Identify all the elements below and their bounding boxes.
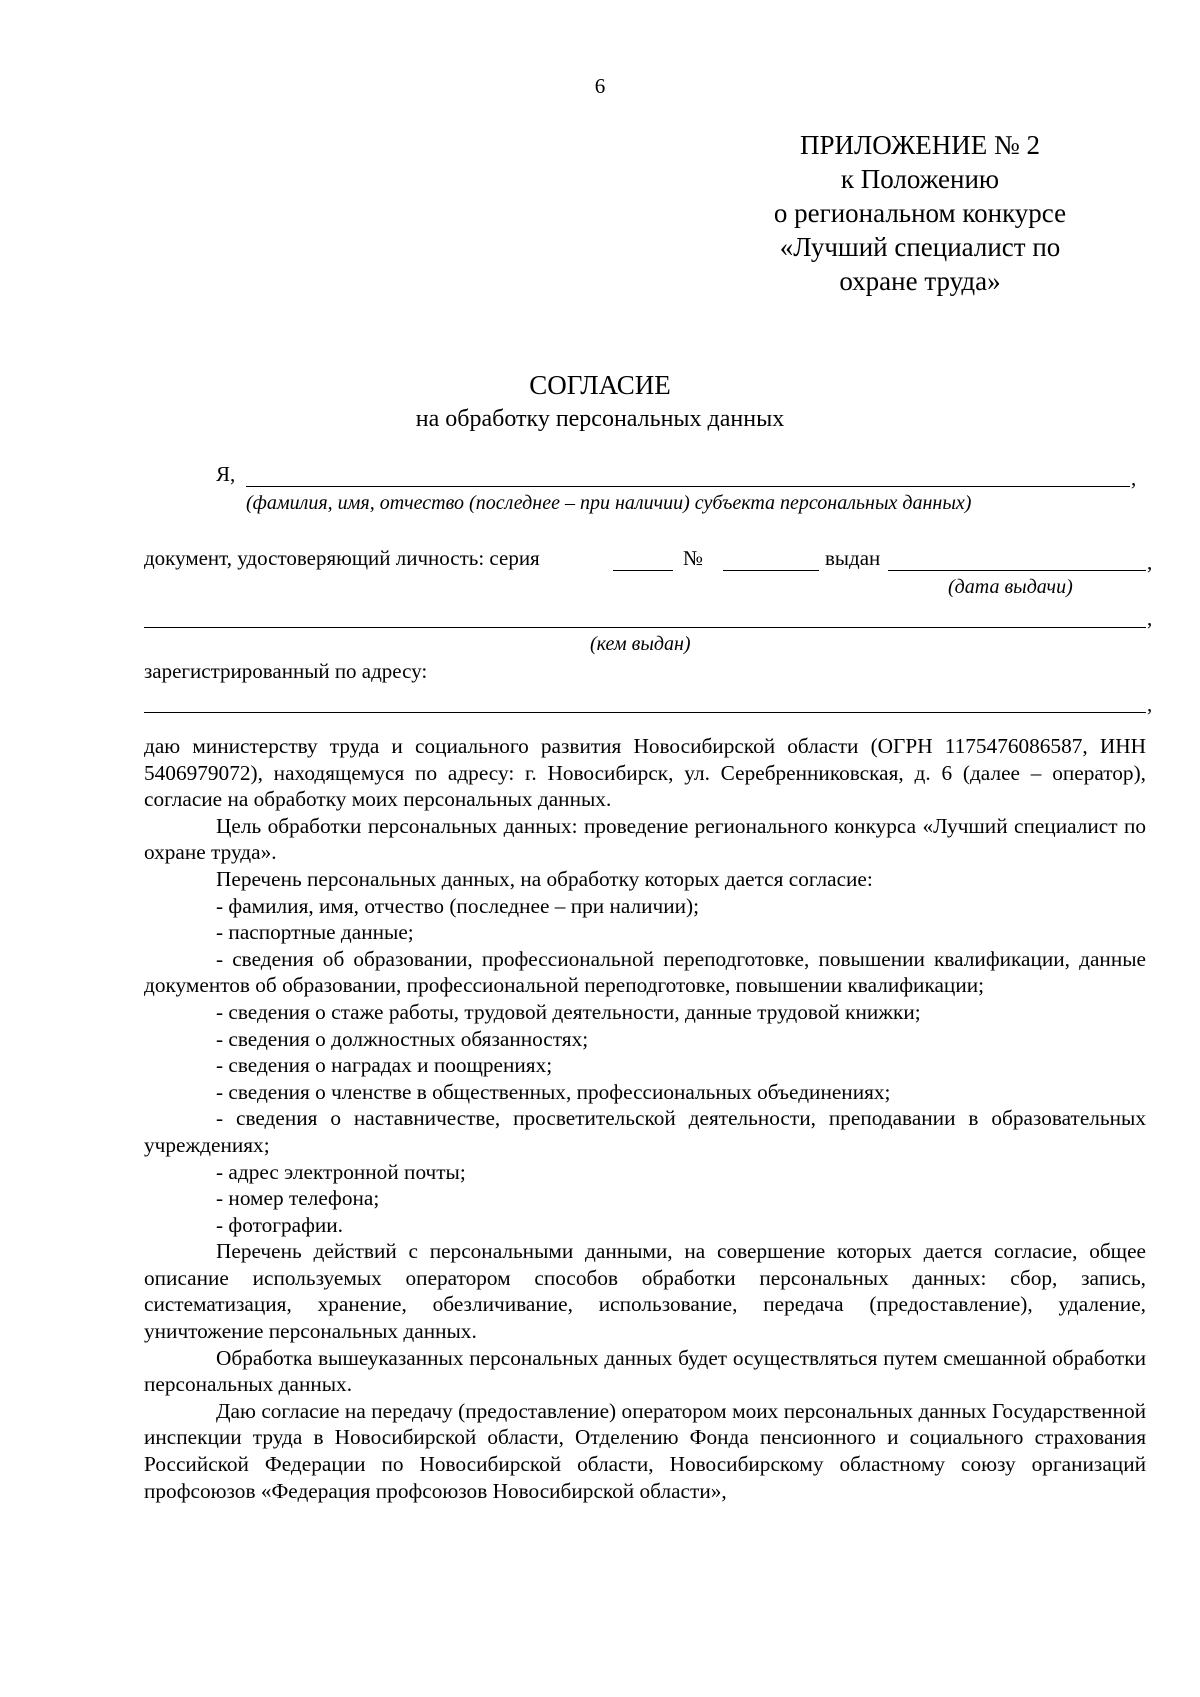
- document-label: документ, удостоверяющий личность: серия: [144, 546, 540, 570]
- list-item: - паспортные данные;: [216, 920, 414, 945]
- consent-body: [144, 733, 1146, 1504]
- list-item: - номер телефона;: [216, 1186, 380, 1211]
- fio-field-line[interactable]: [246, 486, 1130, 487]
- address-comma: ,: [1147, 692, 1153, 716]
- appendix-line-3: о региональном конкурсе: [773, 198, 1067, 228]
- series-field-line[interactable]: [613, 570, 673, 571]
- number-label: №: [683, 546, 704, 570]
- issued-by-caption: (кем выдан): [590, 633, 691, 655]
- list-item: - адрес электронной почты;: [216, 1159, 466, 1184]
- list-item: - сведения о должностных обязанностях;: [216, 1026, 589, 1051]
- list-item: - фотографии.: [216, 1212, 344, 1237]
- list-item: - фамилия, имя, отчество (последнее – при наличии);: [216, 893, 700, 918]
- date-caption: (дата выдачи): [948, 576, 1073, 598]
- issued-comma: ,: [1147, 550, 1153, 574]
- list-item: - сведения о стаже работы, трудовой деятельности, данные трудовой книжки;: [216, 999, 921, 1024]
- address-field-line[interactable]: [144, 712, 1146, 713]
- i-label: Я,: [216, 462, 236, 486]
- appendix-line-2: к Положению: [840, 164, 1000, 194]
- appendix-line-1: ПРИЛОЖЕНИЕ № 2: [799, 130, 1041, 160]
- fio-comma: ,: [1131, 466, 1137, 490]
- document-title: СОГЛАСИЕ: [529, 370, 671, 400]
- list-item: - сведения о членстве в общественных, профессиональных объединениях;: [216, 1079, 891, 1104]
- paragraph-processing-method: Обработка вышеуказанных персональных данных будет осуществляться путем смешанной обработки персональных данных.: [144, 1345, 1146, 1397]
- document-subtitle: на обработку персональных данных: [415, 406, 785, 432]
- issue-date-field-line[interactable]: [888, 570, 1146, 571]
- paragraph-purpose: Цель обработки персональных данных: проведение регионального конкурса «Лучший специалист по охране труда».: [144, 813, 1146, 865]
- address-label: зарегистрированный по адресу:: [144, 659, 428, 683]
- list-item: - сведения о наградах и поощрениях;: [216, 1053, 553, 1078]
- list-item: - сведения об образовании, профессиональной переподготовке, повышении квалификации, данные документов об образовании, профессиональной переподготовке, повышении квалификации;: [144, 946, 1146, 998]
- fio-caption: (фамилия, имя, отчество (последнее – при наличии) субъекта персональных данных): [246, 492, 972, 514]
- issued-by-comma: ,: [1147, 606, 1153, 630]
- paragraph-data-list-intro: Перечень персональных данных, на обработку которых дается согласие:: [216, 866, 873, 891]
- list-item: - сведения о наставничестве, просветительской деятельности, преподавании в образовательных учреждениях;: [144, 1106, 1146, 1157]
- appendix-header: [760, 128, 1080, 298]
- paragraph-transfer-consent: Даю согласие на передачу (предоставление) оператором моих персональных данных Государственной инспекции труда в Новосибирской области, Отделению Фонда пенсионного и социального страхования Российской Федерации по Новосибирской области, Новосибирскому областному союзу организаций профсоюзов «Федерация профсоюзов Новосибирской области»,: [144, 1398, 1146, 1503]
- issued-label: выдан: [825, 546, 881, 570]
- paragraph-actions: Перечень действий с персональными данными, на совершение которых дается согласие, общее описание используемых оператором способов обработки персональных данных: сбор, запись, систематизация, хранение, обезличивание, использование, передача (предоставление), удаление, уничтожение персональных данных.: [144, 1239, 1146, 1344]
- issued-by-field-line[interactable]: [144, 627, 1146, 628]
- paragraph-operator: даю министерству труда и социального развития Новосибирской области (ОГРН 1175476086587, ИНН 5406979072), находящемуся по адресу: г. Новосибирск, ул. Серебренниковская, д. 6 (далее – оператор), согласие на обработку моих персональных данных.: [144, 734, 1146, 812]
- page-number: 6: [594, 74, 606, 98]
- number-field-line[interactable]: [723, 570, 819, 571]
- appendix-line-5: охране труда»: [839, 266, 1001, 296]
- appendix-line-4: «Лучший специалист по: [779, 232, 1061, 262]
